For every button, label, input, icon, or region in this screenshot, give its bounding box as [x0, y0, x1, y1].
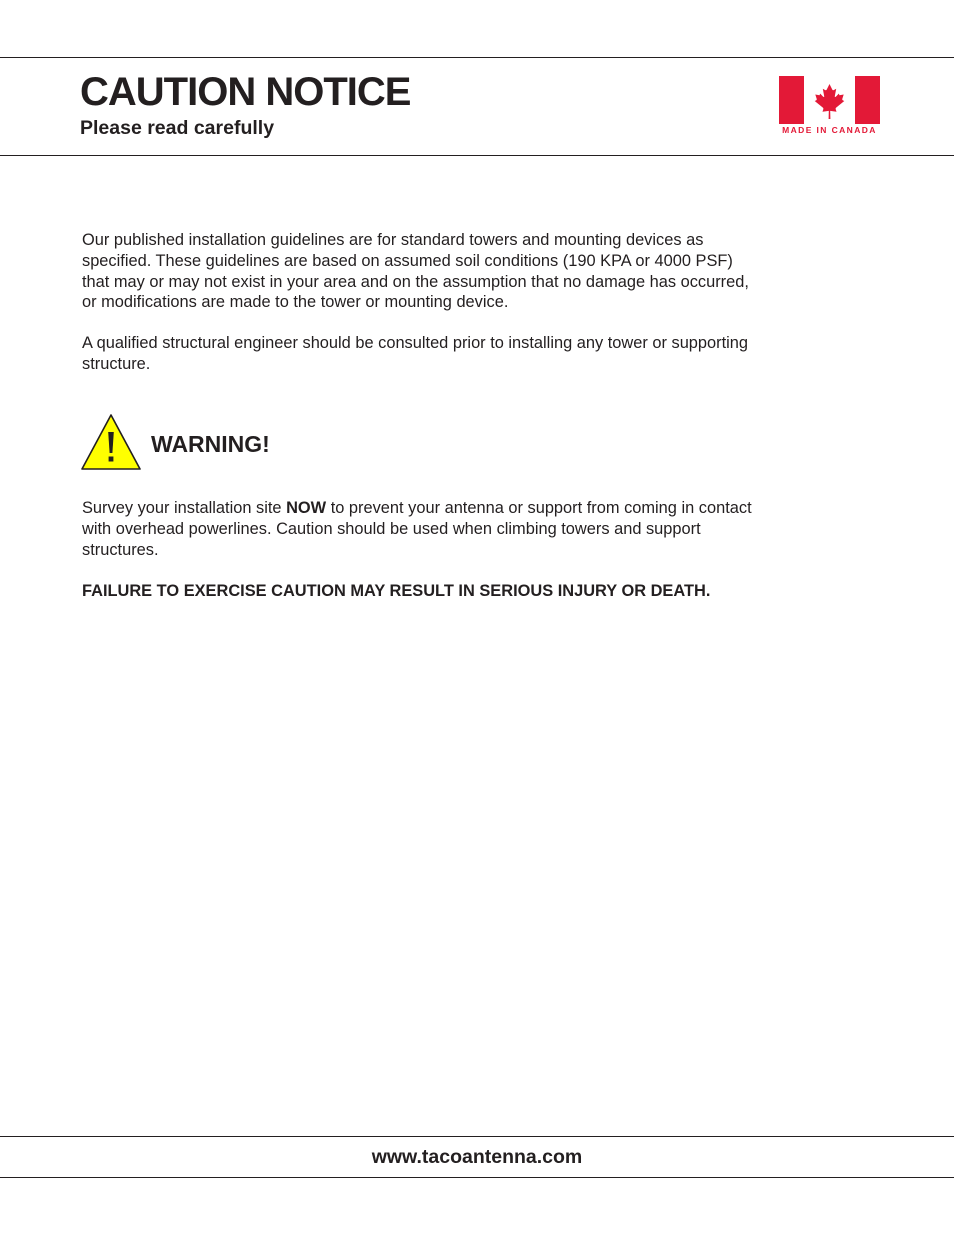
guidelines-paragraph: Our published installation guidelines are for standard towers and mounting devices as specified. These guidelines are based on assumed soil conditions (190 KPA or 4000 PSF) that may or may not exist in your area and on the assumption that no damage has occurred, or modifications are made to the tower or mounting device. — [82, 231, 749, 312]
made-in-canada-label: MADE IN CANADA — [782, 125, 877, 135]
footer-bottom-rule — [0, 1177, 954, 1178]
warning-triangle-icon — [80, 413, 142, 471]
now-emphasis: NOW — [286, 499, 327, 517]
header-top-rule — [0, 57, 954, 58]
survey-text-after: to prevent your antenna or support from coming in contact with overhead powerlines. Caution should be used when climbing towers and support structures. — [82, 499, 752, 559]
page-title: CAUTION NOTICE — [80, 70, 411, 114]
page-subtitle: Please read carefully — [80, 117, 275, 139]
engineer-paragraph: A qualified structural engineer should be consulted prior to installing any tower or supporting structure. — [82, 334, 749, 373]
made-in-canada-badge — [779, 76, 880, 138]
footer-top-rule — [0, 1136, 954, 1137]
website-link[interactable]: www.tacoantenna.com — [371, 1146, 583, 1168]
failure-warning-paragraph: FAILURE TO EXERCISE CAUTION MAY RESULT IN SERIOUS INJURY OR DEATH. — [82, 582, 711, 600]
survey-text-before: Survey your installation site — [82, 499, 287, 517]
canada-flag-icon — [779, 76, 880, 124]
warning-heading: WARNING! — [151, 431, 270, 457]
survey-paragraph — [82, 498, 752, 560]
header-bottom-rule — [0, 155, 954, 156]
